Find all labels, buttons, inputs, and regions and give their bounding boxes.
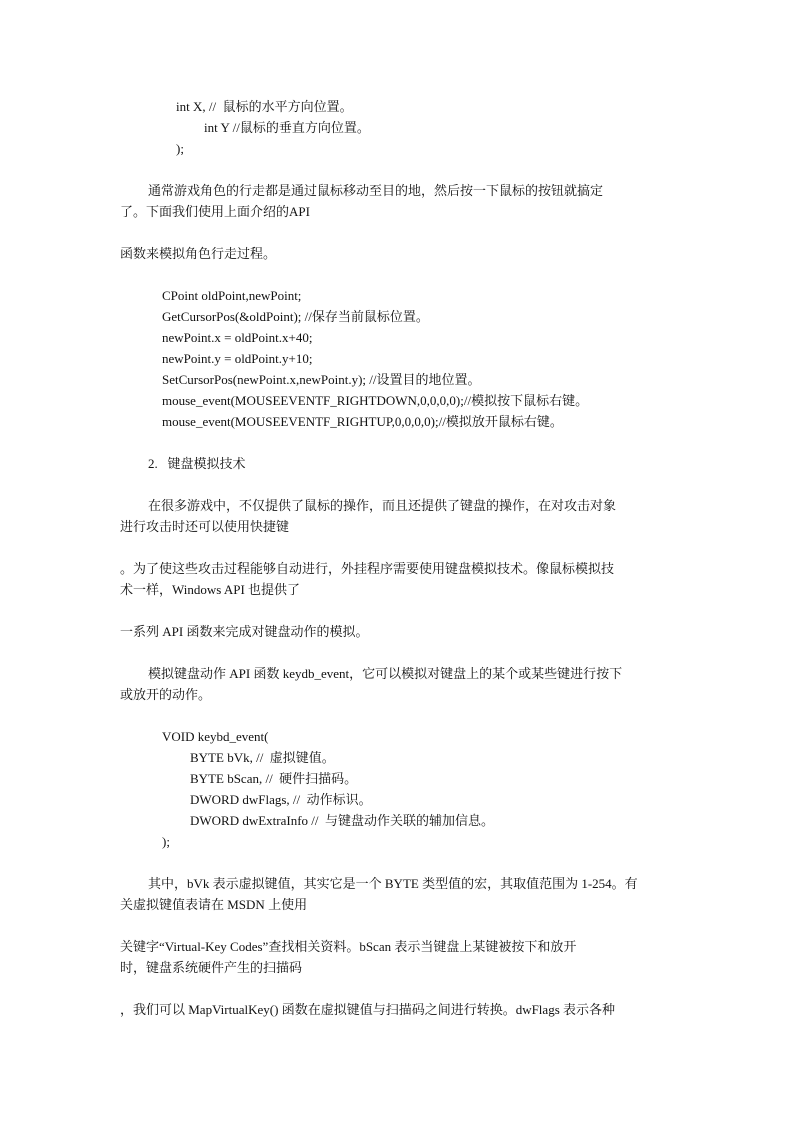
paragraph-line: 进行攻击时还可以使用快捷键 xyxy=(120,519,290,534)
paragraph-line: 通常游戏角色的行走都是通过鼠标移动至目的地，然后按一下鼠标的按钮就搞定 xyxy=(148,183,604,198)
code-line: newPoint.y = oldPoint.y+10; xyxy=(162,351,313,366)
paragraph-line: 或放开的动作。 xyxy=(120,687,212,702)
paragraph-line: 。为了使这些攻击过程能够自动进行，外挂程序需要使用键盘模拟技术。像鼠标模拟技 xyxy=(120,561,615,576)
code-line: int Y //鼠标的垂直方向位置。 xyxy=(204,120,370,135)
paragraph-line: ，我们可以 MapVirtualKey() 函数在虚拟键值与扫描码之间进行转换。dwFlags 表示各种 xyxy=(120,1002,615,1017)
code-line: int X, // 鼠标的水平方向位置。 xyxy=(176,99,353,114)
code-line: DWORD dwFlags, // 动作标识。 xyxy=(190,792,372,807)
code-line: SetCursorPos(newPoint.x,newPoint.y); //设置目的地位置。 xyxy=(162,372,481,387)
paragraph-line: 一系列 API 函数来完成对键盘动作的模拟。 xyxy=(120,624,369,639)
code-line: mouse_event(MOUSEEVENTF_RIGHTDOWN,0,0,0,0);//模拟按下鼠标右键。 xyxy=(162,393,589,408)
code-line: ); xyxy=(176,141,184,156)
paragraph-line: 关虚拟键值表请在 MSDN 上使用 xyxy=(120,897,308,912)
paragraph-line: 其中，bVk 表示虚拟键值，其实它是一个 BYTE 类型值的宏，其取值范围为 1-254。有 xyxy=(148,876,638,891)
paragraph-line: 了。下面我们使用上面介绍的API xyxy=(120,204,310,219)
paragraph-line: 时，键盘系统硬件产生的扫描码 xyxy=(120,960,303,975)
code-line: BYTE bVk, // 虚拟键值。 xyxy=(190,750,335,765)
paragraph-line: 术一样，Windows API 也提供了 xyxy=(120,582,301,597)
code-line: ); xyxy=(162,834,170,849)
paragraph-line: 函数来模拟角色行走过程。 xyxy=(120,246,277,261)
code-line: CPoint oldPoint,newPoint; xyxy=(162,288,302,303)
code-line: DWORD dwExtraInfo // 与键盘动作关联的辅加信息。 xyxy=(190,813,495,828)
code-line: BYTE bScan, // 硬件扫描码。 xyxy=(190,771,358,786)
code-line: newPoint.x = oldPoint.x+40; xyxy=(162,330,313,345)
section-heading: 2. 键盘模拟技术 xyxy=(148,456,246,471)
paragraph-line: 模拟键盘动作 API 函数 keydb_event，它可以模拟对键盘上的某个或某些键进行按下 xyxy=(148,666,623,681)
paragraph-line: 关键字“Virtual-Key Codes”查找相关资料。bScan 表示当键盘上某键被按下和放开 xyxy=(120,939,577,954)
code-line: VOID keybd_event( xyxy=(162,729,269,744)
code-line: mouse_event(MOUSEEVENTF_RIGHTUP,0,0,0,0);//模拟放开鼠标右键。 xyxy=(162,414,563,429)
code-line: GetCursorPos(&oldPoint); //保存当前鼠标位置。 xyxy=(162,309,429,324)
paragraph-line: 在很多游戏中，不仅提供了鼠标的操作，而且还提供了键盘的操作，在对攻击对象 xyxy=(148,498,617,513)
